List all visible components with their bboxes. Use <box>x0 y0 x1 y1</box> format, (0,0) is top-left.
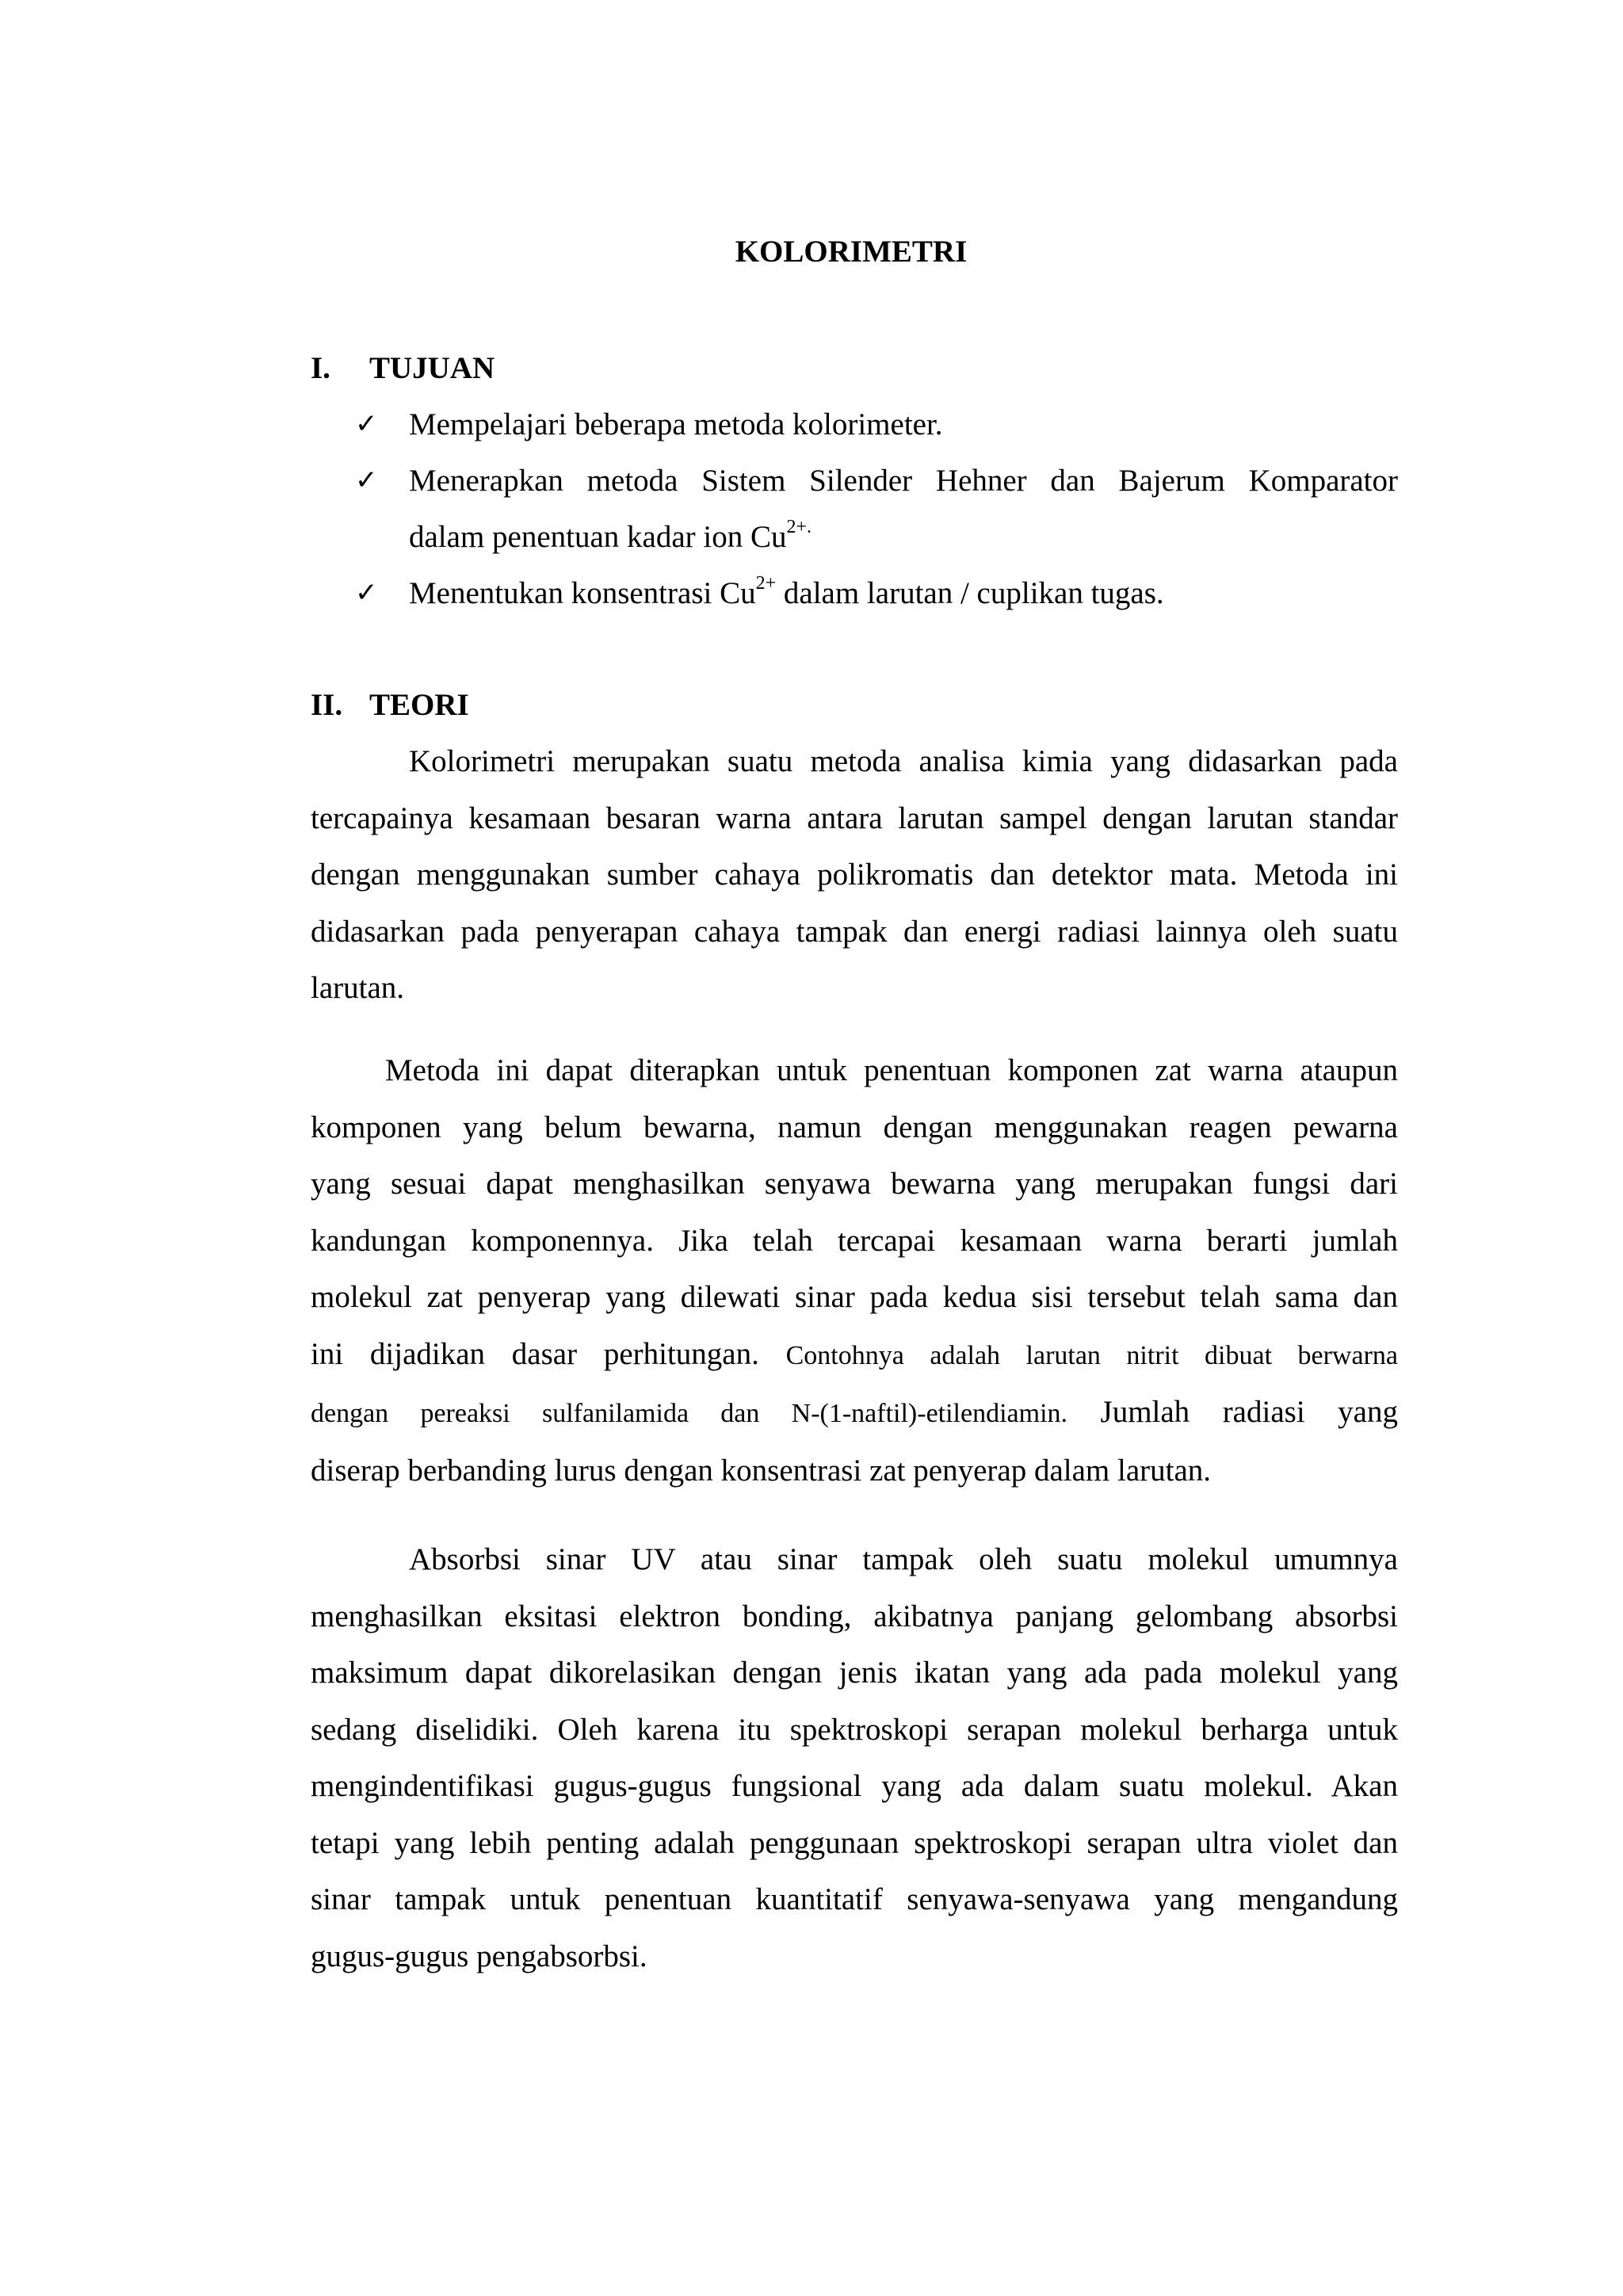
paragraph-line: larutan. <box>311 971 405 1005</box>
paragraph-line <box>311 1384 1398 1442</box>
paragraph-line: mengindentifikasi gugus-gugus fungsional yang ada dalam suatu molekul. Akan <box>311 1769 1398 1803</box>
paragraph <box>311 733 1398 1017</box>
paragraph-line: Metoda ini dapat diterapkan untuk penentuan komponen zat warna ataupun <box>385 1053 1398 1087</box>
checkmark-icon: ✓ <box>355 577 378 609</box>
section-title: TUJUAN <box>369 351 495 385</box>
paragraph-line: diserap berbanding lurus dengan konsentrasi zat penyerap dalam larutan. <box>311 1453 1212 1488</box>
checkmark-icon: ✓ <box>355 408 378 440</box>
section-heading-teori <box>311 683 469 728</box>
objective-item <box>355 396 1398 453</box>
objectives-list <box>355 396 1398 621</box>
checkmark-icon: ✓ <box>355 464 378 496</box>
paragraph-line: sedang diselidiki. Oleh karena itu spektroskopi serapan molekul berharga untuk <box>311 1712 1398 1747</box>
objective-item <box>355 453 1398 565</box>
paragraph-line: dengan menggunakan sumber cahaya polikromatis dan detektor mata. Metoda ini <box>311 858 1398 892</box>
objective-text: dalam larutan / cuplikan tugas. <box>776 576 1164 610</box>
paragraph-line: yang sesuai dapat menghasilkan senyawa bewarna yang merupakan fungsi dari <box>311 1167 1398 1201</box>
objective-text-line <box>409 517 812 554</box>
section-title: TEORI <box>369 688 469 722</box>
paragraph-line: komponen yang belum bewarna, namun dengan menggunakan reagen pewarna <box>311 1110 1398 1144</box>
paragraph-line: molekul zat penyerap yang dilewati sinar pada kedua sisi tersebut telah sama dan <box>311 1280 1398 1314</box>
superscript: 2+. <box>786 517 812 537</box>
objective-text-line: Menerapkan metoda Sistem Silender Hehner dan Bajerum Komparator <box>409 464 1398 498</box>
objective-text: Mempelajari beberapa metoda kolorimeter. <box>409 407 943 441</box>
paragraph-line: Absorbsi sinar UV atau sinar tampak oleh suatu molekul umumnya <box>409 1542 1398 1576</box>
section-number: II. <box>311 688 343 722</box>
paragraph-text: Jumlah radiasi yang <box>1067 1395 1398 1429</box>
paragraph-line: tetapi yang lebih penting adalah penggunaan spektroskopi serapan ultra violet dan <box>311 1825 1398 1860</box>
paragraph-line: maksimum dapat dikorelasikan dengan jenis ikatan yang ada pada molekul yang <box>311 1656 1398 1690</box>
paragraph-line: menghasilkan eksitasi elektron bonding, akibatnya panjang gelombang absorbsi <box>311 1599 1398 1633</box>
section-heading-tujuan <box>311 346 495 391</box>
paragraph-line: sinar tampak untuk penentuan kuantitatif senyawa-senyawa yang mengandung <box>311 1882 1398 1916</box>
paragraph <box>311 1042 1398 1499</box>
paragraph-line: tercapainya kesamaan besaran warna antara larutan sampel dengan larutan standar <box>311 800 1398 835</box>
section-number: I. <box>311 351 330 385</box>
paragraph-line: didasarkan pada penyerapan cahaya tampak dan energi radiasi lainnya oleh suatu <box>311 914 1398 949</box>
paragraph-text-small: Contohnya adalah larutan nitrit dibuat berwarna <box>785 1340 1398 1370</box>
document-title: KOLORIMETRI <box>735 235 968 269</box>
paragraph-line <box>311 1326 1398 1385</box>
superscript: 2+ <box>755 573 777 594</box>
paragraph-line: Kolorimetri merupakan suatu metoda analisa kimia yang didasarkan pada <box>409 744 1398 778</box>
paragraph <box>311 1531 1398 1985</box>
paragraph-line: gugus-gugus pengabsorbsi. <box>311 1939 647 1973</box>
paragraph-text: ini dijadikan dasar perhitungan. <box>311 1336 786 1371</box>
objective-item <box>355 565 1398 621</box>
objective-text: Menentukan konsentrasi Cu <box>409 576 756 610</box>
paragraph-text-small: dengan pereaksi sulfanilamida dan N-(1-naftil)-etilendiamin. <box>311 1399 1068 1428</box>
objective-text: dalam penentuan kadar ion Cu <box>409 520 787 554</box>
paragraph-line: kandungan komponennya. Jika telah tercapai kesamaan warna berarti jumlah <box>311 1223 1398 1258</box>
